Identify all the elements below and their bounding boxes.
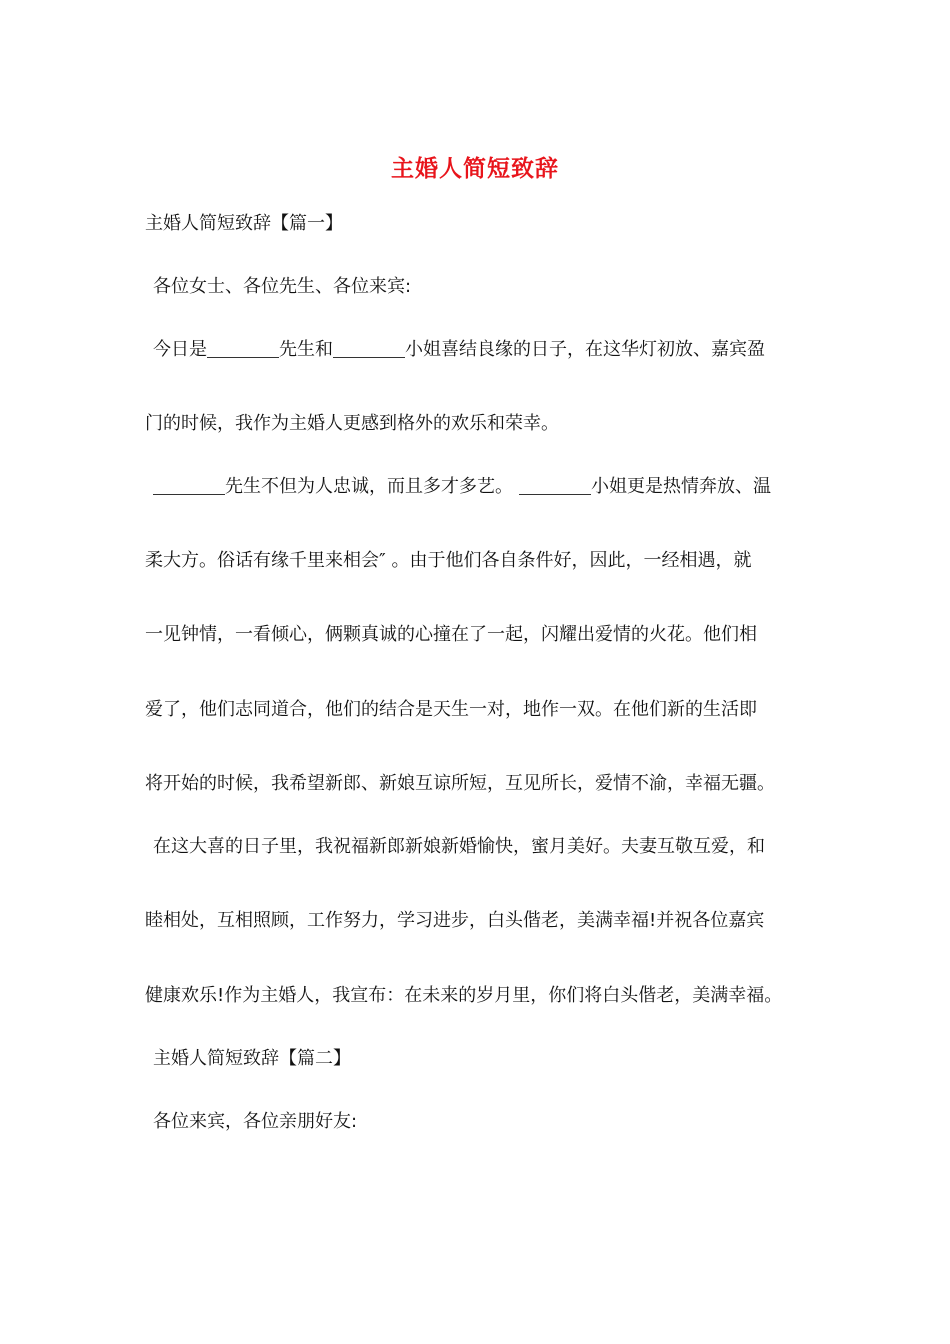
salutation-1: 各位女士、各位先生、各位来宾: [153,276,412,297]
section-heading-2: 主婚人简短致辞【篇二】 [153,1048,351,1069]
paragraph-line: 爱了，他们志同道合，他们的结合是天生一对，地作一双。在他们新的生活即 [145,699,757,720]
paragraph-line: 在这大喜的日子里，我祝福新郎新娘新婚愉快，蜜月美好。夫妻互敬互爱，和 [153,836,765,857]
fill-in-blank [153,476,225,495]
fill-in-blank [333,339,405,358]
paragraph-line: 门的时候，我作为主婚人更感到格外的欢乐和荣幸。 [145,413,559,434]
paragraph-text: 小姐喜结良缘的日子，在这华灯初放、嘉宾盈 [405,339,765,360]
paragraph-text: 先生不但为人忠诚，而且多才多艺。 [225,476,513,497]
paragraph-line: 柔大方。俗话有缘千里来相会″ 。由于他们各自条件好，因此，一经相遇，就 [145,550,752,571]
section-heading-1: 主婚人简短致辞【篇一】 [145,213,343,234]
paragraph-line: 健康欢乐!作为主婚人，我宣布：在未来的岁月里，你们将白头偕老，美满幸福。 [145,985,783,1006]
paragraph-line [153,474,833,500]
paragraph-text: 小姐更是热情奔放、温 [591,476,771,497]
paragraph-text: 今日是 [153,339,207,360]
paragraph-line [153,337,833,363]
fill-in-blank [519,476,591,495]
paragraph-line: 一见钟情，一看倾心，俩颗真诚的心撞在了一起，闪耀出爱情的火花。他们相 [145,624,757,645]
fill-in-blank [207,339,279,358]
salutation-2: 各位来宾，各位亲朋好友: [153,1111,358,1132]
paragraph-line: 睦相处，互相照顾，工作努力，学习进步，白头偕老，美满幸福!并祝各位嘉宾 [145,910,765,931]
document-title: 主婚人简短致辞 [391,155,559,182]
paragraph-text: 先生和 [279,339,333,360]
paragraph-line: 将开始的时候，我希望新郎、新娘互谅所短，互见所长，爱情不渝，幸福无疆。 [145,773,775,794]
